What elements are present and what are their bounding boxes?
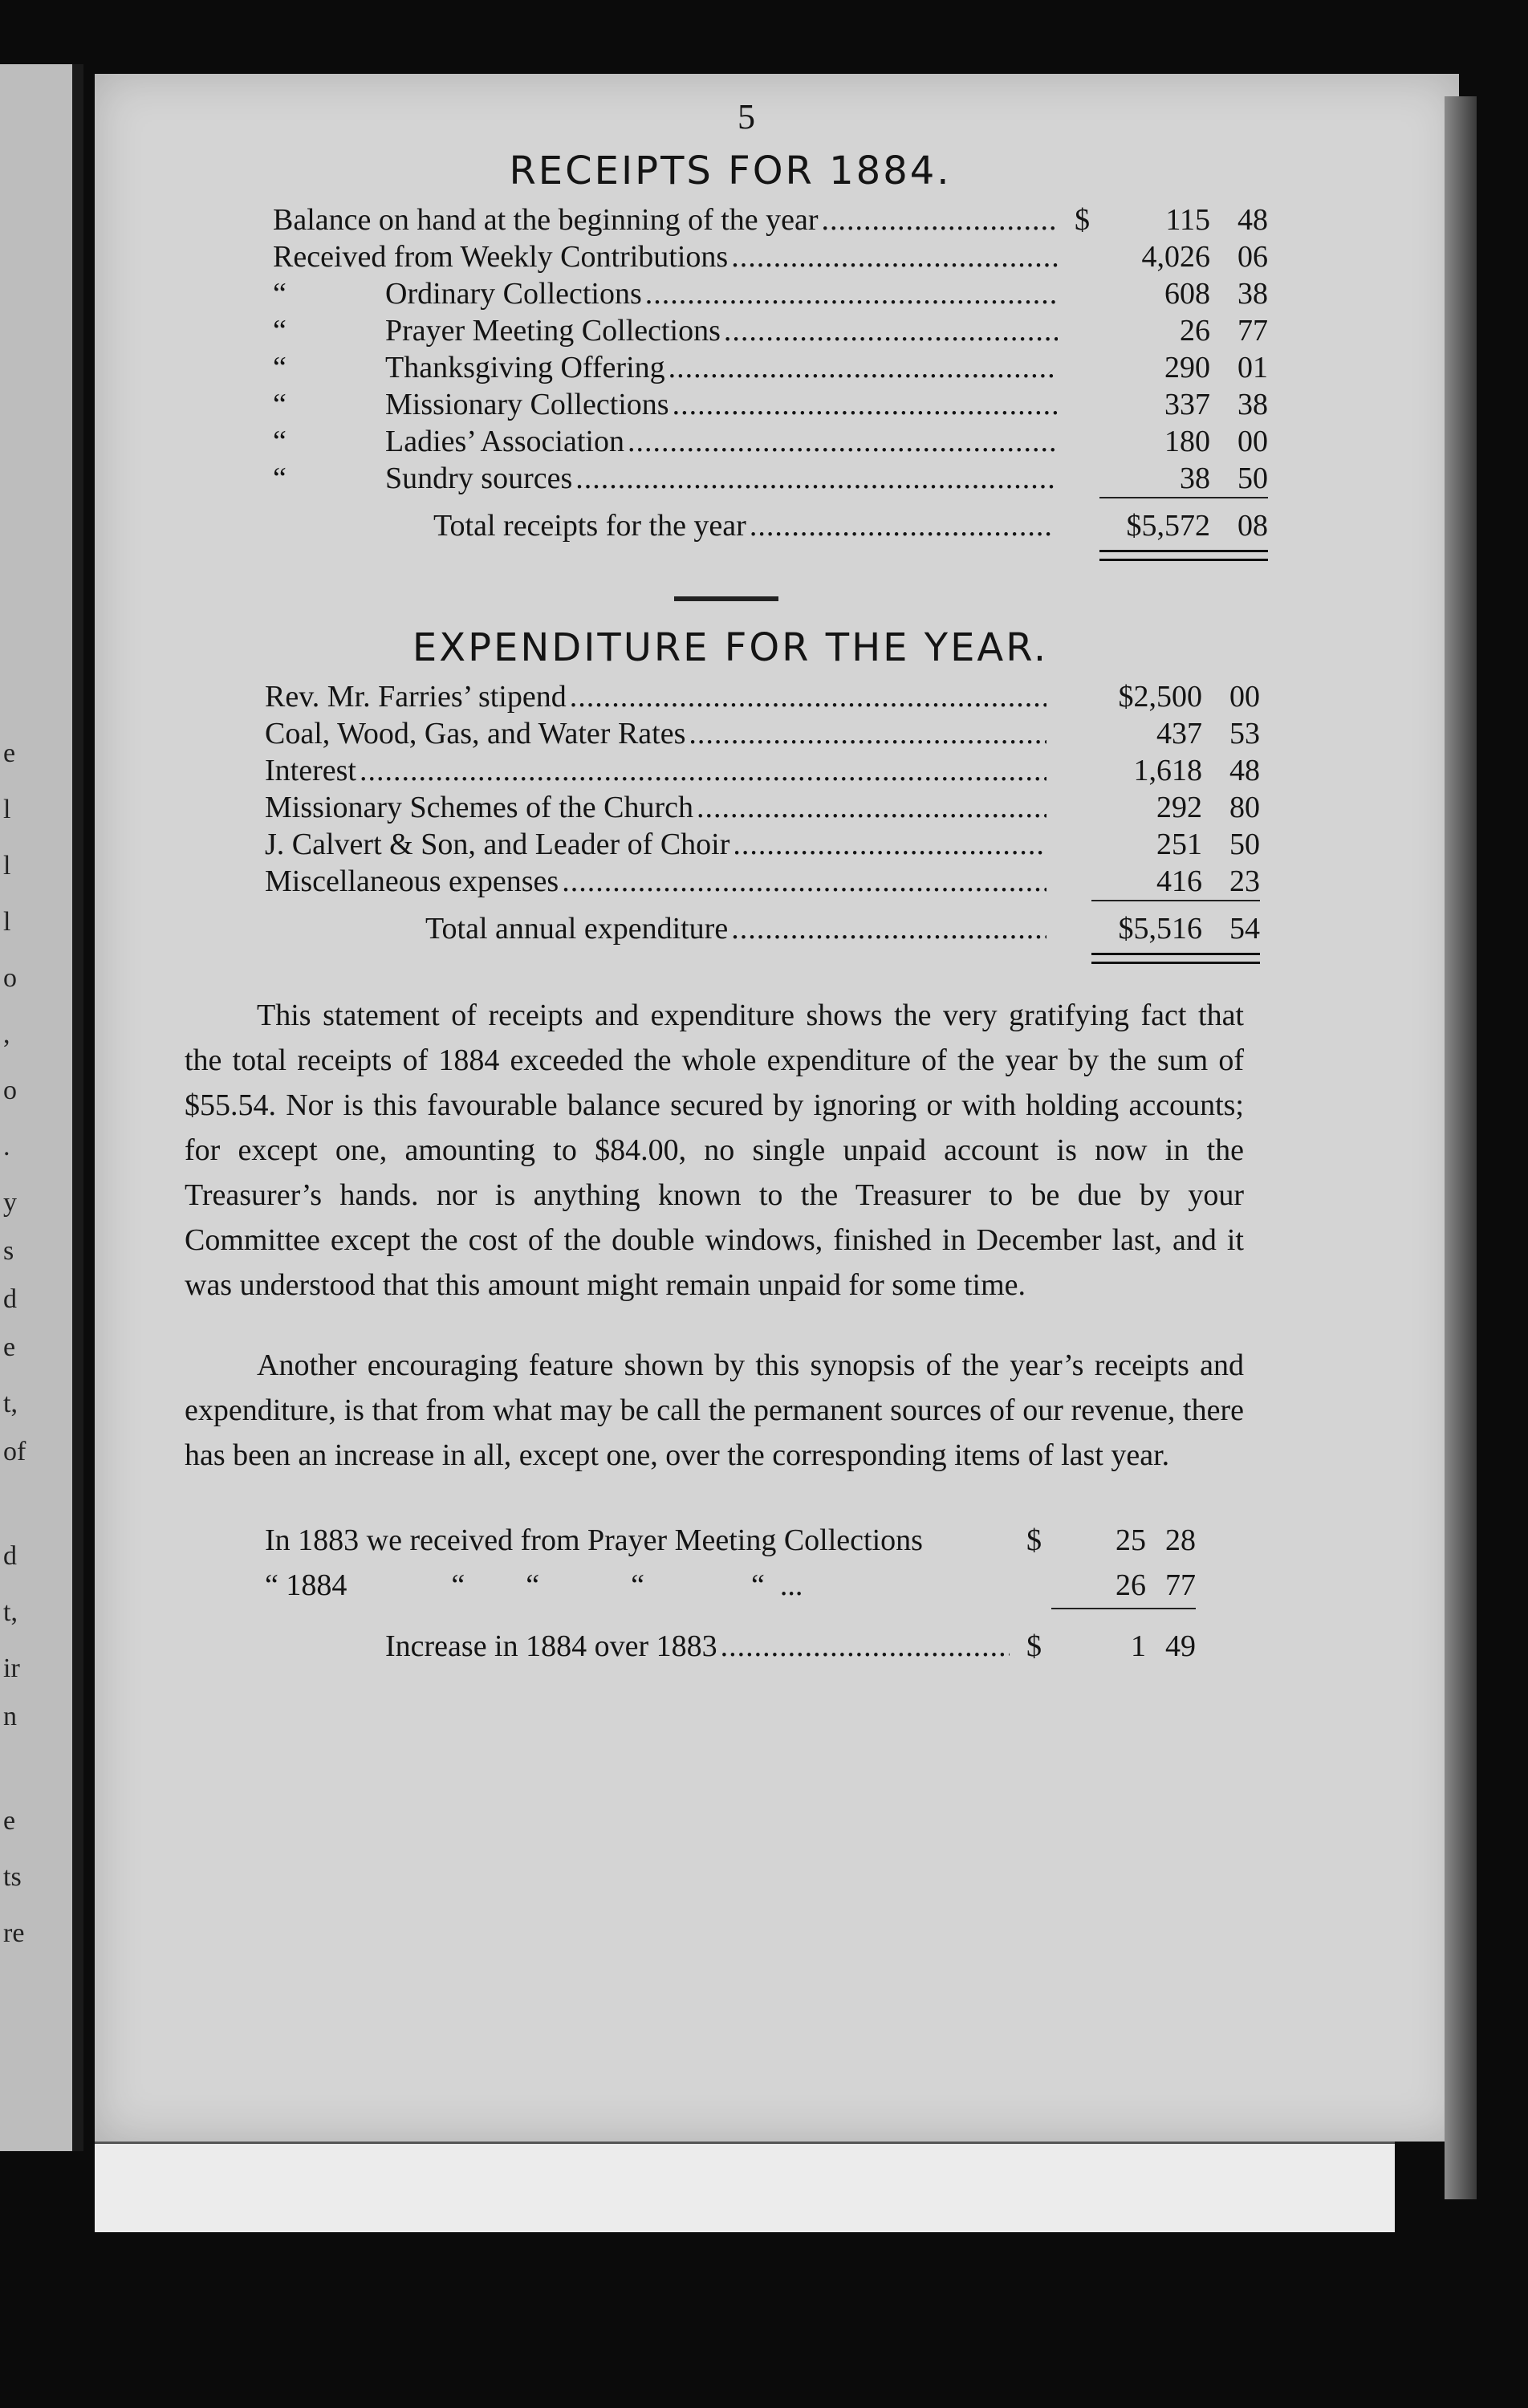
- subtotal-rule: [265, 900, 1260, 908]
- expenditure-row: [265, 789, 1260, 826]
- left-page-text-fragment: l: [3, 907, 11, 937]
- receipt-label: Missionary Collections: [385, 388, 669, 421]
- ditto-mark: “: [273, 425, 286, 458]
- receipts-total-block: [273, 497, 1268, 561]
- left-page-text-fragment: t,: [3, 1389, 18, 1418]
- receipts-table: [273, 201, 1268, 497]
- amount-cents: 28: [1165, 1523, 1196, 1557]
- receipts-total-label: Total receipts for the year: [433, 509, 746, 543]
- bottom-paper-strip: [95, 2142, 1395, 2232]
- amount-dollars: 115: [1165, 203, 1210, 237]
- increase-label: Increase in 1884 over 1883: [385, 1629, 717, 1663]
- expenditure-label: J. Calvert & Son, and Leader of Choir: [265, 828, 730, 861]
- receipt-row: [273, 386, 1268, 423]
- left-page-text-fragment: l: [3, 851, 11, 881]
- amount-dollars: 337: [1164, 388, 1210, 421]
- amount-cents: 38: [1237, 277, 1268, 311]
- receipt-row: [273, 349, 1268, 386]
- expenditure-row: [265, 678, 1260, 715]
- expenditure-heading: EXPENDITURE FOR THE YEAR.: [412, 625, 1049, 670]
- amount-dollars: 180: [1164, 425, 1210, 458]
- ditto-mark: “: [273, 351, 286, 384]
- expenditure-row: [265, 752, 1260, 789]
- amount-cents: 48: [1237, 203, 1268, 237]
- amount-cents: 06: [1237, 240, 1268, 274]
- left-page-text-fragment: n: [3, 1702, 17, 1731]
- amount-dollars: 38: [1180, 462, 1210, 495]
- left-page-text-fragment: e: [3, 1332, 16, 1362]
- receipt-label: Sundry sources: [385, 462, 573, 495]
- amount-cents: 77: [1165, 1568, 1196, 1602]
- leader-dots: [731, 238, 1058, 275]
- left-page-text-fragment: l: [3, 795, 11, 824]
- subtotal-rule: [273, 497, 1268, 505]
- amount-cents: 53: [1229, 717, 1260, 750]
- left-page-text-fragment: ir: [3, 1653, 20, 1683]
- receipt-label: Ladies’ Association: [385, 425, 624, 458]
- increase-row: [265, 1624, 1196, 1669]
- expenditure-total-block: [265, 900, 1260, 964]
- leader-dots: [721, 1624, 1010, 1669]
- receipt-row: [273, 423, 1268, 460]
- amount-cents: 48: [1229, 754, 1260, 787]
- amount-cents: 01: [1237, 351, 1268, 384]
- leader-dots: [733, 826, 1046, 863]
- ditto-mark: “: [273, 388, 286, 421]
- left-page-text-fragment: .: [3, 1132, 10, 1161]
- amount-cents: 50: [1237, 462, 1268, 495]
- leader-dots: [360, 752, 1046, 789]
- subtotal-rule: [265, 1608, 1196, 1616]
- left-page-text-fragment: d: [3, 1541, 17, 1571]
- amount-dollars: 1,618: [1133, 754, 1202, 787]
- leader-dots: [668, 349, 1058, 386]
- comparison-label: In 1883 we received from Prayer Meeting Collections: [265, 1523, 923, 1557]
- left-page-text-fragment: ts: [3, 1862, 22, 1892]
- left-page-text-fragment: y: [3, 1188, 17, 1218]
- page-number: 5: [738, 97, 755, 136]
- expenditure-label: Interest: [265, 754, 356, 787]
- amount-cents: 38: [1237, 388, 1268, 421]
- receipt-row: [273, 275, 1268, 312]
- left-page-text-fragment: t,: [3, 1597, 18, 1627]
- expenditure-total-cents: 54: [1229, 912, 1260, 946]
- paragraph-feature: Another encouraging feature shown by this synopsis of the year’s receipts and expenditure, is that from what may be call the permanent sources of our revenue, there has been an increase in all, except one, over the corresponding items of last year.: [185, 1348, 1244, 1472]
- page-content: [185, 96, 1276, 1669]
- receipt-label: Ordinary Collections: [385, 277, 642, 311]
- comparison-row-1884: [265, 1563, 1196, 1608]
- receipts-total-dollars: $5,572: [1126, 509, 1210, 543]
- leader-dots: [822, 201, 1058, 238]
- expenditure-total-row: [265, 908, 1260, 950]
- comparison-row-1883: [265, 1518, 1196, 1563]
- receipt-label: Prayer Meeting Collections: [385, 314, 721, 348]
- leader-dots: [689, 715, 1046, 752]
- amount-dollars: 416: [1156, 864, 1202, 898]
- ditto-mark: “: [273, 314, 286, 348]
- amount-dollars: $2,500: [1118, 680, 1202, 714]
- leader-dots: [562, 863, 1046, 900]
- receipt-label: Received from Weekly Contributions: [273, 240, 729, 274]
- paragraph-statement: This statement of receipts and expenditure shows the very gratifying fact that the total receipts of 1884 exceeded the whole expenditure of the year by the sum of $55.54. Nor is this favourable balance secured by ignoring or with holding accounts; for except one, amounting to $84.00, no single unpaid account is now in the Treasurer’s hands. nor is anything known to the Treasurer to be due by your Committee except the cost of the double windows, finished in December last, and it was understood that this amount might remain unpaid for some time.: [185, 999, 1244, 1302]
- left-page-text-fragment: e: [3, 1806, 16, 1836]
- amount-dollars: 25: [1116, 1523, 1146, 1557]
- amount-dollars: 437: [1156, 717, 1202, 750]
- amount-cents: 49: [1165, 1629, 1196, 1663]
- amount-dollars: 26: [1180, 314, 1210, 348]
- currency-symbol: $: [1026, 1629, 1042, 1663]
- previous-page-edge: [0, 64, 83, 2151]
- comparison-table: [265, 1518, 1196, 1669]
- amount-dollars: 26: [1116, 1568, 1146, 1602]
- section-separator: [674, 596, 778, 601]
- expenditure-label: Missionary Schemes of the Church: [265, 791, 694, 824]
- total-double-rule: [1091, 953, 1260, 964]
- expenditure-total-label: Total annual expenditure: [425, 912, 729, 946]
- amount-dollars: 251: [1156, 828, 1202, 861]
- leader-dots: [697, 789, 1046, 826]
- expenditure-label: Miscellaneous expenses: [265, 864, 559, 898]
- expenditure-row: [265, 863, 1260, 900]
- ditto-mark: “: [273, 462, 286, 495]
- leader-dots: [724, 312, 1058, 349]
- amount-cents: 80: [1229, 791, 1260, 824]
- left-page-text-fragment: re: [3, 1918, 25, 1948]
- leader-dots: [628, 423, 1058, 460]
- amount-cents: 00: [1237, 425, 1268, 458]
- receipt-row: [273, 201, 1268, 238]
- leader-dots: [645, 275, 1058, 312]
- amount-dollars: 1: [1131, 1629, 1146, 1663]
- left-page-text-fragment: o: [3, 1076, 17, 1105]
- left-page-text-fragment: d: [3, 1284, 17, 1314]
- comparison-label: “ 1884: [265, 1568, 347, 1602]
- leader-dots: [575, 460, 1058, 497]
- amount-dollars: 4,026: [1141, 240, 1210, 274]
- amount-dollars: 290: [1164, 351, 1210, 384]
- expenditure-label: Rev. Mr. Farries’ stipend: [265, 680, 567, 714]
- left-page-text-fragment: ,: [3, 1019, 10, 1049]
- left-page-text-fragment: e: [3, 738, 16, 768]
- left-page-text-fragment: of: [3, 1437, 26, 1466]
- amount-cents: 77: [1237, 314, 1268, 348]
- amount-cents: 50: [1229, 828, 1260, 861]
- receipt-label: Balance on hand at the beginning of the year: [273, 203, 819, 237]
- amount-dollars: 292: [1156, 791, 1202, 824]
- left-page-text-fragment: s: [3, 1236, 14, 1266]
- leader-dots: [673, 386, 1058, 423]
- receipts-total-row: [273, 505, 1268, 547]
- receipt-row: [273, 312, 1268, 349]
- total-double-rule: [1099, 550, 1268, 561]
- amount-cents: 00: [1229, 680, 1260, 714]
- receipt-row: [273, 460, 1268, 497]
- leader-dots: [570, 678, 1046, 715]
- left-page-text-fragment: o: [3, 963, 17, 993]
- receipt-row: [273, 238, 1268, 275]
- leader-dots: [731, 908, 1046, 950]
- leader-dots: [750, 505, 1055, 547]
- currency-symbol: $: [1026, 1523, 1042, 1557]
- page-edge: [1445, 96, 1477, 2199]
- expenditure-label: Coal, Wood, Gas, and Water Rates: [265, 717, 686, 750]
- receipts-heading: RECEIPTS FOR 1884.: [509, 148, 952, 193]
- amount-cents: 23: [1229, 864, 1260, 898]
- receipts-total-cents: 08: [1237, 509, 1268, 543]
- receipt-label: Thanksgiving Offering: [385, 351, 665, 384]
- expenditure-row: [265, 715, 1260, 752]
- amount-dollars: 608: [1164, 277, 1210, 311]
- ditto-marks: “ “ “ “ ...: [451, 1568, 803, 1602]
- expenditure-total-dollars: $5,516: [1118, 912, 1202, 946]
- ditto-mark: “: [273, 277, 286, 311]
- currency-symbol: $: [1075, 203, 1090, 237]
- expenditure-row: [265, 826, 1260, 863]
- expenditure-table: [265, 678, 1260, 900]
